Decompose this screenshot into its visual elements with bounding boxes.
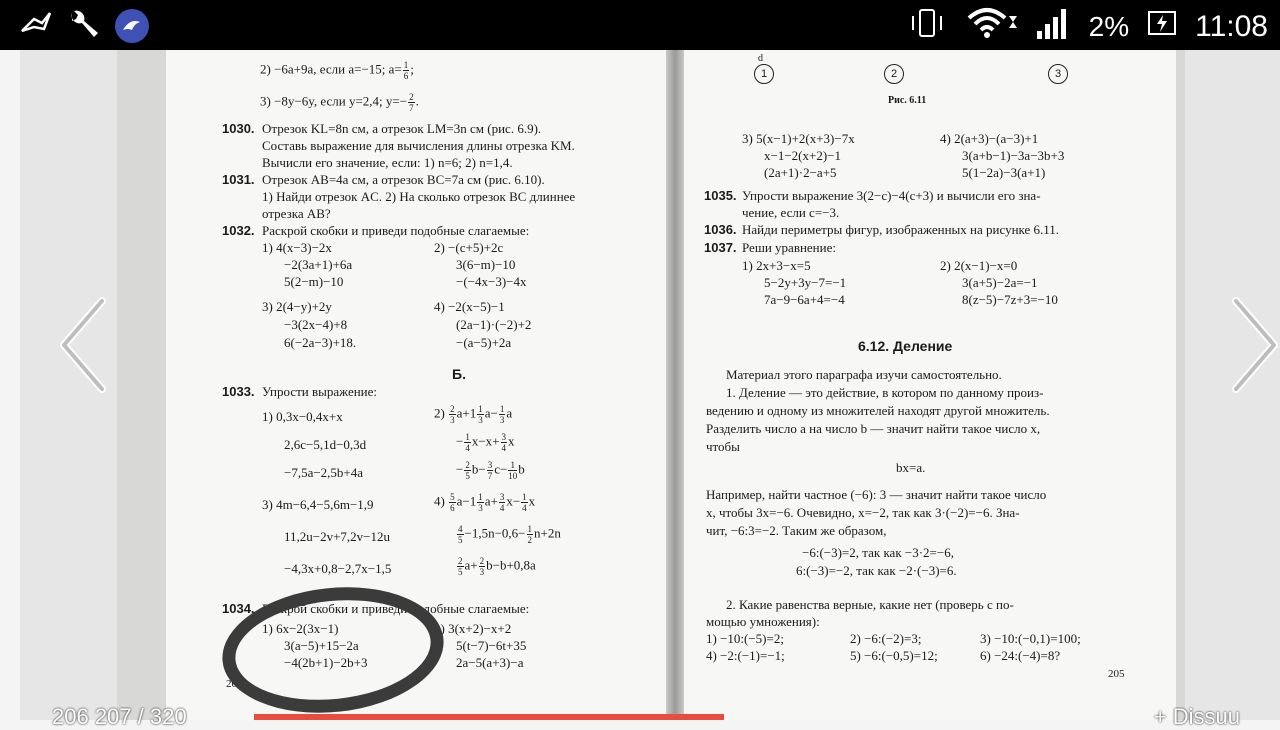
text-line: 1) 2x+3−x=5 xyxy=(742,258,811,273)
exercise-number: 1035. xyxy=(704,188,737,203)
text-line: (2a+1)·2−a+5 xyxy=(764,165,837,180)
vibrate-icon xyxy=(907,8,947,46)
text-line: Разделить число a на число b — значит найти такое число x, xyxy=(706,421,1041,436)
figure-2: 2 xyxy=(884,64,904,84)
text-line: 4) 2(a+3)−(a−3)+1 xyxy=(940,131,1039,146)
text-line: 6(−2a−3)+18. xyxy=(284,335,357,350)
text-line: 1) Найди отрезок AC. 2) На сколько отрезок BC длиннее xyxy=(262,189,576,204)
text-line: $\frac{4}{5}$ −1,5n−0,6− $\frac{1}{2}$ n+2n xyxy=(458,524,561,545)
text-line: 3(6−m)−10 xyxy=(456,257,516,272)
text-line: −4,3x+0,8−2,7x−1,5 xyxy=(284,561,392,576)
formula: 6:(−3)=−2, так как −2·(−3)=6. xyxy=(796,563,957,578)
text-line: Раскрой скобки и приведи подобные слагаемые: xyxy=(262,223,530,238)
text-line: −2(3a+1)+6a xyxy=(284,257,353,272)
exercise-number: 1034. xyxy=(222,601,255,616)
figure-caption: Рис. 6.11 xyxy=(888,95,927,106)
figure-3: 3 xyxy=(1048,64,1068,84)
text-line: чтобы xyxy=(706,439,740,454)
text-line: отрезка AB? xyxy=(262,206,331,221)
text-line: −7,5a−2,5b+4a xyxy=(284,465,364,480)
text-line: 2) −(c+5)+2c xyxy=(434,240,504,255)
wrench-icon xyxy=(66,9,100,46)
right-page xyxy=(684,50,1176,720)
text-line: Отрезок AB=4a см, а отрезок BC=7a см (рис. 6.10). xyxy=(262,172,545,187)
section-heading: 6.12. Деление xyxy=(858,338,953,354)
text-line: Найди периметры фигур, изображенных на рисунке 6.11. xyxy=(742,222,1060,237)
text-line: 2,6c−5,1d−0,3d xyxy=(284,437,367,452)
page-number: 204 xyxy=(226,678,243,690)
previous-page-button[interactable] xyxy=(56,295,112,395)
text-line: 3(a+b−1)−3a−3b+3 xyxy=(962,148,1065,163)
text-line: 5(t−7)−6t+35 xyxy=(456,638,527,653)
text-line: мощью умножения): xyxy=(706,614,820,629)
reading-progress-bar[interactable] xyxy=(254,714,724,720)
text-line: 3) 4m−6,4−5,6m−1,9 xyxy=(262,497,374,512)
text-line: 2) 2(x−1)−x=0 xyxy=(940,258,1018,273)
text-line: −(a−5)+2a xyxy=(456,335,512,350)
text-line: 8(z−5)−7z+3=−10 xyxy=(962,292,1058,307)
next-page-button[interactable] xyxy=(1226,295,1280,395)
text-line: −3(2x−4)+8 xyxy=(284,317,348,332)
text-line: Отрезок KL=8n см, а отрезок LM=3n см (рис. 6.9). xyxy=(262,121,542,136)
text-line: 2) $\frac{2}{3}$ a+1 $\frac{1}{3}$ a− $\frac{1}{3}$ a xyxy=(434,404,513,425)
text-line: 4) $\frac{5}{6}$ a−1 $\frac{1}{3}$ a+ $\frac{3}{4}$ x− $\frac{1}{4}$ x xyxy=(434,492,536,513)
exercise-number: 1033. xyxy=(222,384,255,399)
exercise-number: 1030. xyxy=(222,121,255,136)
text-line: 5(1−2a)−3(a+1) xyxy=(962,165,1046,180)
fraction: $\frac{1}{6}$ xyxy=(403,60,409,81)
text-line: 1) 0,3x−0,4x+x xyxy=(262,409,343,424)
chevron-left-icon xyxy=(56,295,112,395)
bird-icon xyxy=(20,9,52,44)
formula: bx=a. xyxy=(896,460,926,475)
clock: 11:08 xyxy=(1195,10,1268,43)
exercise-number: 1036. xyxy=(704,222,737,237)
battery-charging-icon xyxy=(1147,8,1177,46)
text-line: −4(2b+1)−2b+3 xyxy=(284,655,368,670)
text-line: Материал этого параграфа изучи самостоятельно. xyxy=(726,367,1002,382)
text-line: чит, −6:3=−2. Таким же образом, xyxy=(706,523,887,538)
text-line: $\frac{2}{5}$ a+ $\frac{2}{3}$ b−b+0,8a xyxy=(458,556,536,577)
text-line: Упрости выражение 3(2−c)−4(c+3) и вычисли его зна- xyxy=(742,188,1041,203)
text-line: 5(2−m)−10 xyxy=(284,274,344,289)
bottom-toolbar xyxy=(0,700,1280,729)
text-line: 1) 6x−2(3x−1) xyxy=(262,621,339,636)
text-line: 11,2u−2v+7,2v−12u xyxy=(284,529,391,544)
text-line: 3) 5(x−1)+2(x+3)−7x xyxy=(742,131,855,146)
book-spine xyxy=(666,50,684,720)
text-line: ведению и одному из множителей находят другой множитель. xyxy=(706,403,1050,418)
text-line: Реши уравнение: xyxy=(742,240,836,255)
text-line: (2a−1)·(−2)+2 xyxy=(456,317,532,332)
text-line: 1) 4(x−3)−2x xyxy=(262,240,332,255)
text-line: x−1−2(x+2)−1 xyxy=(764,148,841,163)
text-line: − $\frac{1}{4}$ x−x+ $\frac{3}{4}$ x xyxy=(456,432,515,453)
text-line: 3) −8y−6y, если y=2,4; y=− $\frac{2}{7}$ . xyxy=(260,92,419,113)
text-line: чение, если c=−3. xyxy=(742,205,840,220)
text-line: 3(a−5)+15−2a xyxy=(284,638,359,653)
fraction: $\frac{2}{7}$ xyxy=(409,92,414,113)
text-line: − $\frac{2}{5}$ b− $\frac{3}{7}$ c− $\frac{1}{10}$ b xyxy=(456,460,525,481)
text-line: x, чтобы 3x=−6. Очевидно, x=−2, так как 3·(−2)=−6. Зна- xyxy=(706,505,1020,520)
figure-label: d xyxy=(758,53,763,64)
text-line: Раскрой скобки и приведи подобные слагаемые: xyxy=(262,601,530,616)
text-line: 2a−5(a+3)−a xyxy=(456,655,524,670)
text-line: Упрости выражение: xyxy=(262,384,378,399)
text-line: Например, найти частное (−6): 3 — значит найти такое число xyxy=(706,487,1047,502)
exercise-number: 1031. xyxy=(222,172,255,187)
formula: −6:(−3)=2, так как −3·2=−6, xyxy=(802,545,954,560)
section-letter: Б. xyxy=(452,366,466,382)
issuu-label[interactable]: + Dissuu xyxy=(1153,704,1240,729)
text-line: 2) −6:(−2)=3; xyxy=(850,631,922,646)
text-line: 2) −6a+9a, если a=−15; a= $\frac{1}{6}$ ; xyxy=(260,60,414,81)
text-line: 3) −10:(−0,1)=100; xyxy=(980,631,1081,646)
text-line: 1) −10:(−5)=2; xyxy=(706,631,784,646)
text-line: 3(a+5)−2a=−1 xyxy=(962,275,1038,290)
text-line: 3) 2(4−y)+2y xyxy=(262,299,332,314)
text-line: Вычисли его значение, если: 1) n=6; 2) n=1,4. xyxy=(262,155,513,170)
text-line: 4) −2:(−1)=−1; xyxy=(706,648,785,663)
text-line: 2) 3(x+2)−x+2 xyxy=(434,621,512,636)
text-line: 2. Какие равенства верные, какие нет (проверь с по- xyxy=(726,597,1014,612)
page-indicator: 206 207 / 320 xyxy=(52,704,187,729)
figure-1: 1 xyxy=(754,64,774,84)
wifi-icon xyxy=(965,6,1017,48)
text-line: −(−4x−3)−4x xyxy=(456,274,527,289)
text-line: 5) −6:(−0,5)=12; xyxy=(850,648,938,663)
exercise-number: 1032. xyxy=(222,223,255,238)
page-number: 205 xyxy=(1108,668,1125,680)
text-line: 4) −2(x−5)−1 xyxy=(434,299,505,314)
battery-percent: 2% xyxy=(1088,11,1130,42)
status-bar xyxy=(0,0,1280,50)
text-line: Составь выражение для вычисления длины отрезка KM. xyxy=(262,138,575,153)
chevron-right-icon xyxy=(1226,295,1280,395)
exercise-number: 1037. xyxy=(704,240,737,255)
text-line: 7a−9−6a+4=−4 xyxy=(764,292,845,307)
signal-icon xyxy=(1035,7,1071,47)
text-line: 6) −24:(−4)=8? xyxy=(980,648,1061,663)
text-line: 5−2y+3y−7=−1 xyxy=(764,275,847,290)
app-swirl-icon xyxy=(114,8,150,49)
text-line: 1. Деление — это действие, в котором по данному произ- xyxy=(726,385,1044,400)
